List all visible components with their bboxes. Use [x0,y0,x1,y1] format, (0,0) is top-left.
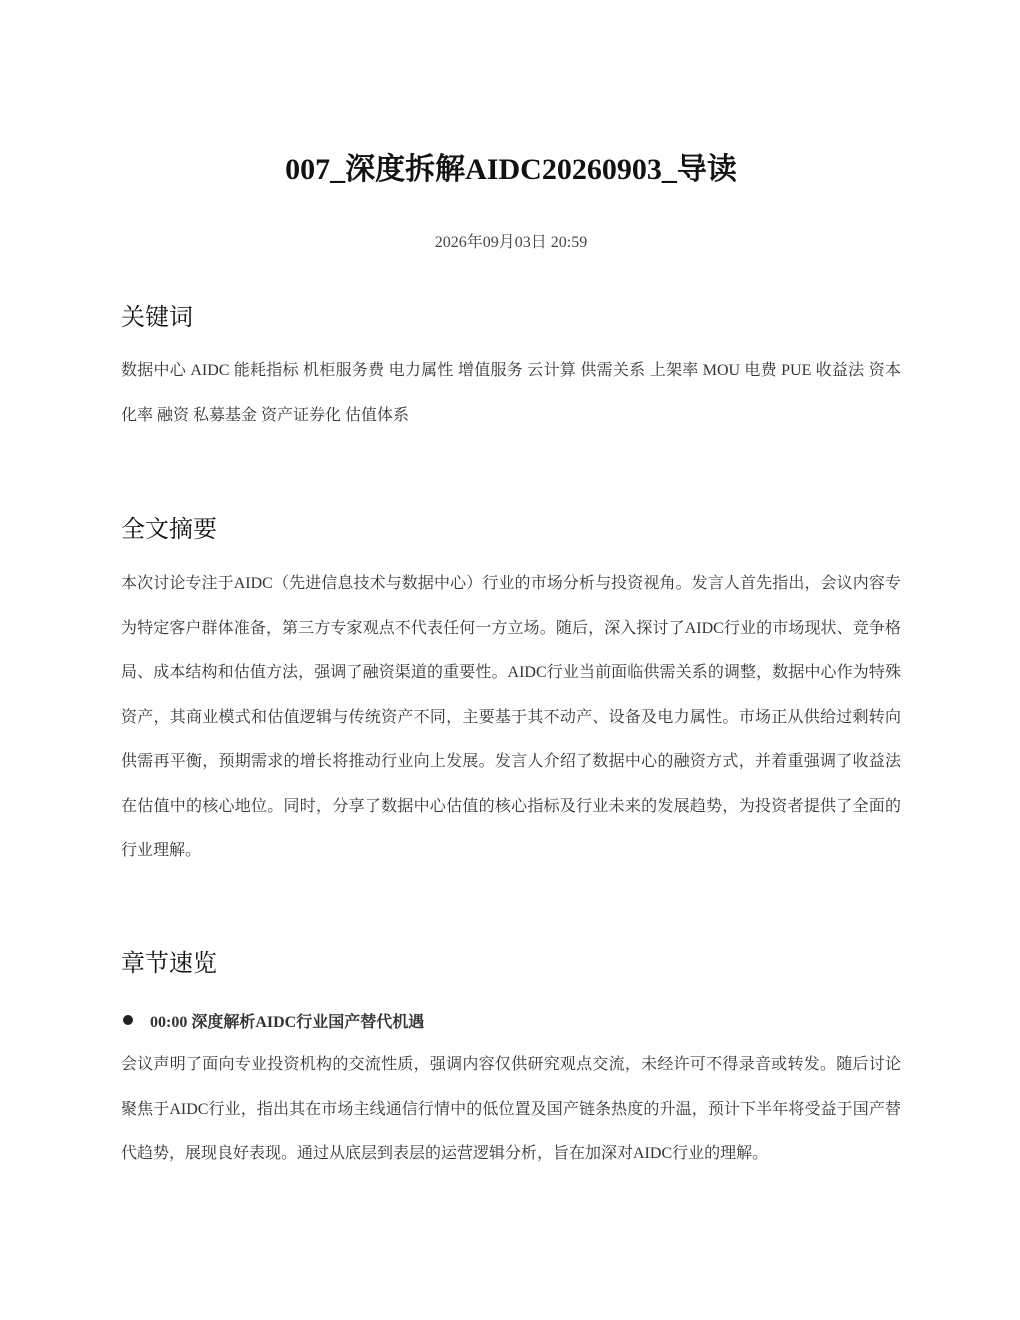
summary-text: 本次讨论专注于AIDC（先进信息技术与数据中心）行业的市场分析与投资视角。发言人首先指出，会议内容专为特定客户群体准备，第三方专家观点不代表任何一方立场。随后，深入探讨了AIDC行业的市场现状、竞争格局、成本结构和估值方法，强调了融资渠道的重要性。AIDC行业当前面临供需关系的调整，数据中心作为特殊资产，其商业模式和估值逻辑与传统资产不同，主要基于其不动产、设备及电力属性。市场正从供给过剩转向供需再平衡，预期需求的增长将推动行业向上发展。发言人介绍了数据中心的融资方式，并着重强调了收益法在估值中的核心地位。同时，分享了数据中心估值的核心指标及行业未来的发展趋势，为投资者提供了全面的行业理解。 [121,575,901,859]
document-date: 2026年09月03日 20:59 [434,234,588,251]
chapter-text: 会议声明了面向专业投资机构的交流性质，强调内容仅供研究观点交流，未经许可不得录音或转发。随后讨论聚焦于AIDC行业，指出其在市场主线通信行情中的低位置及国产链条热度的升温，预计下半年将受益于国产替代趋势，展现良好表现。通过从底层到表层的运营逻辑分析，旨在加深对AIDC行业的理解。 [121,1056,901,1162]
bullet-icon [123,1015,133,1025]
chapters-heading: 章节速览 [121,951,217,977]
keywords-text: 数据中心 AIDC 能耗指标 机柜服务费 电力属性 增值服务 云计算 供需关系 上架率 MOU 电费 PUE 收益法 资本化率 融资 私募基金 资产证券化 估值体系 [121,362,901,424]
summary-heading: 全文摘要 [121,517,217,543]
chapter-title: 00:00 深度解析AIDC行业国产替代机遇 [150,1013,425,1031]
keywords-heading: 关键词 [121,305,193,331]
chapter-item [121,1006,901,1034]
document-title: 007_深度拆解AIDC20260903_导读 [285,153,737,186]
